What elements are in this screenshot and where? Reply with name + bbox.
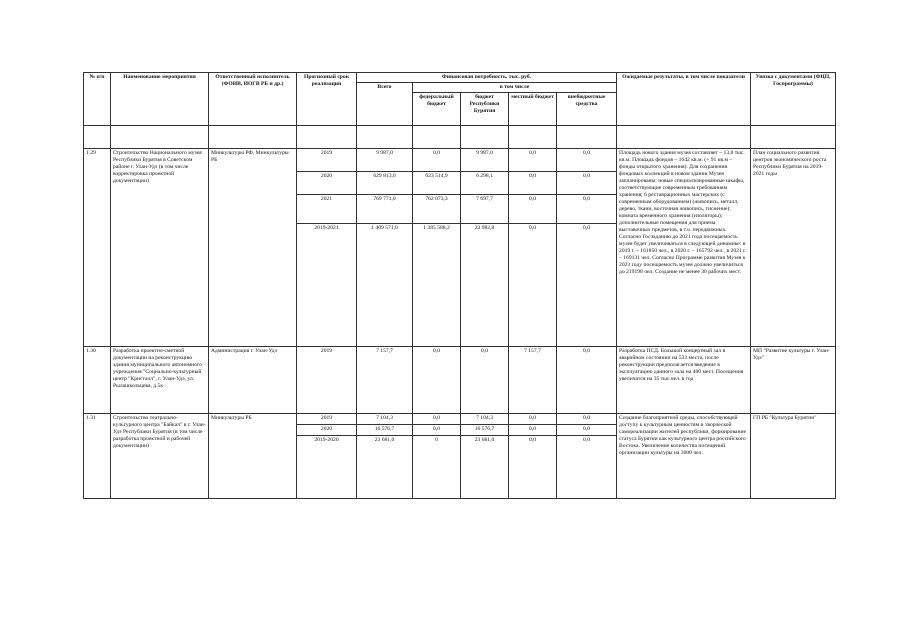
table-row [84, 347, 836, 414]
header-federal: федеральный бюджет [413, 93, 461, 126]
cell-total: 7 104,3 [357, 414, 413, 425]
cell-term: 2021 [297, 195, 357, 224]
row-results: Разработка ПСД. Большой концертный зал в аварийном состоянии на 533 места, после реконструкции предполагается введение в эксплуатацию данного зала на 400 мест. Посещения увеличатся на 35 тыс.чел. в год [617, 347, 751, 414]
row-num: 1.31 [84, 414, 111, 499]
row-link: МП "Развитие культуры г. Улан-Удэ" [751, 347, 836, 414]
cell-republic: 0,0 [461, 347, 509, 414]
header-republic: бюджет Республики Бурятия [461, 93, 509, 126]
cell-total: 9 987,0 [357, 149, 413, 172]
row-results: Площадь нового здания музея составляет – 13,8 тыс. кв.м. Площадь фондов – 1642 кв.м. (+ 91 кв.м – фонды открытого хранения). Для сохранения фондовых коллекций в новом здании Музея запланированы: новые специализированные шкафы, соответствующие современным требованиям хранения; 6 реставрационных мастерских (с современным оборудованием) (живопись, металл, дерево, ткани, восточная живопись, тиснение); комната временного хранения (изоляторы); дополнительные помещения для приема выставочных предметов, в т.ч. передвижных. Согласно Госзаданию до 2021 года посещаемость музея будет увеличиваться в следующей динамике: в 2019 г. – 161850 чел., в 2020 г. – 165792 чел., в 2021 г. – 169131 чел. Согласно Программе развития Музея к 2023 году посещаемость музея должно увеличиться до 219198 чел. Создание не менее 30 рабочих мест. [617, 149, 751, 347]
cell-term: 2019-2021 [297, 224, 357, 347]
row-num: 1.29 [84, 149, 111, 347]
cell-term: 2019 [297, 414, 357, 425]
cell-extra: 0,0 [557, 414, 617, 425]
header-total: Всего [357, 83, 413, 126]
cell-local: 0,0 [509, 149, 557, 172]
header-row-1 [84, 73, 836, 83]
header-finance: Финансовая потребность, тыс. руб. [357, 73, 617, 83]
cell-extra: 0,0 [557, 224, 617, 347]
row-name: Строительство Национального музея Республики Бурятия в Советском районе г. Улан-Удэ (в том числе корректировка проектной документации) [111, 149, 209, 347]
cell-federal: 0,0 [413, 347, 461, 414]
cell-term: 2019 [297, 149, 357, 172]
cell-federal: 1 385 588,2 [413, 224, 461, 347]
cell-extra: 0,0 [557, 195, 617, 224]
cell-republic: 16 576,7 [461, 425, 509, 436]
header-responsible: Ответственный исполнитель (ФОИВ, ИОГВ РБ и др.) [209, 73, 297, 126]
measures-table [83, 72, 836, 499]
cell-republic: 7 104,3 [461, 414, 509, 425]
cell-republic: 23 982,8 [461, 224, 509, 347]
cell-republic: 7 697,7 [461, 195, 509, 224]
document-page [83, 72, 836, 499]
row-name: Строительство театрально-культурного центра "Байкал" в г. Улан-Удэ Республики Бурятия (в том числе разработка проектной и рабочей документации) [111, 414, 209, 499]
cell-local: 0,0 [509, 436, 557, 499]
cell-term: 2019-2020 [297, 436, 357, 499]
cell-federal: 0 [413, 436, 461, 499]
header-extra: внебюджетные средства [557, 93, 617, 126]
row-link: ГП РБ "Культура Бурятии" [751, 414, 836, 499]
row-link: План социального развития центров экономического роста Республики Бурятия на 2019-2021 годы [751, 149, 836, 347]
cell-extra: 0,0 [557, 149, 617, 172]
cell-federal: 623 514,9 [413, 172, 461, 195]
cell-republic: 9 987,0 [461, 149, 509, 172]
cell-republic: 23 681,0 [461, 436, 509, 499]
cell-federal: 0,0 [413, 414, 461, 425]
cell-republic: 6 298,1 [461, 172, 509, 195]
row-responsible: Администрация г. Улан-Удэ [209, 347, 297, 414]
cell-federal: 762 073,3 [413, 195, 461, 224]
table-row [84, 149, 836, 172]
cell-term: 2019 [297, 347, 357, 414]
cell-local: 0,0 [509, 224, 557, 347]
spacer-row [84, 126, 836, 149]
header-local: местный бюджет [509, 93, 557, 126]
header-incl: в том числе [413, 83, 617, 93]
header-results: Ожидаемые результаты, в том числе показатели [617, 73, 751, 126]
header-num: № п/п [84, 73, 111, 126]
cell-extra: 0,0 [557, 172, 617, 195]
row-name: Разработка проектно-сметной документации на реконструкцию здания муниципального автономного учреждения "Социально-культурный центр "Кристалл", г. Улан-Удэ, ул. Рылашкольцева, д.5к [111, 347, 209, 414]
cell-total: 629 813,0 [357, 172, 413, 195]
cell-term: 2020 [297, 425, 357, 436]
row-results: Создание благоприятной среды, способствующей доступу к культурным ценностям и творческой самореализации жителей республики, формирование статуса Бурятии как культурного центра российского Востока. Увеличение количества посещений организации культуры на 3000 чел. [617, 414, 751, 499]
cell-local: 0,0 [509, 195, 557, 224]
cell-local: 0,0 [509, 425, 557, 436]
cell-total: 16 576,7 [357, 425, 413, 436]
cell-total: 769 771,0 [357, 195, 413, 224]
cell-local: 0,0 [509, 172, 557, 195]
cell-total: 23 681,0 [357, 436, 413, 499]
cell-total: 7 157,7 [357, 347, 413, 414]
header-name: Наименование мероприятия [111, 73, 209, 126]
row-responsible: Минкультуры РБ [209, 414, 297, 499]
cell-federal: 0,0 [413, 149, 461, 172]
cell-term: 2020 [297, 172, 357, 195]
row-responsible: Минкультуры РФ, Минкультуры РБ [209, 149, 297, 347]
header-term: Прогнозный срок реализации [297, 73, 357, 126]
row-num: 1.30 [84, 347, 111, 414]
cell-local: 0,0 [509, 414, 557, 425]
cell-federal: 0,0 [413, 425, 461, 436]
header-link: Увязка с документами (ФЦП, Госпрограммы) [751, 73, 836, 126]
cell-total: 1 409 571,0 [357, 224, 413, 347]
table-row [84, 414, 836, 425]
cell-local: 7 157,7 [509, 347, 557, 414]
cell-extra: 0,0 [557, 425, 617, 436]
cell-extra: 0,0 [557, 347, 617, 414]
cell-extra: 0,0 [557, 436, 617, 499]
